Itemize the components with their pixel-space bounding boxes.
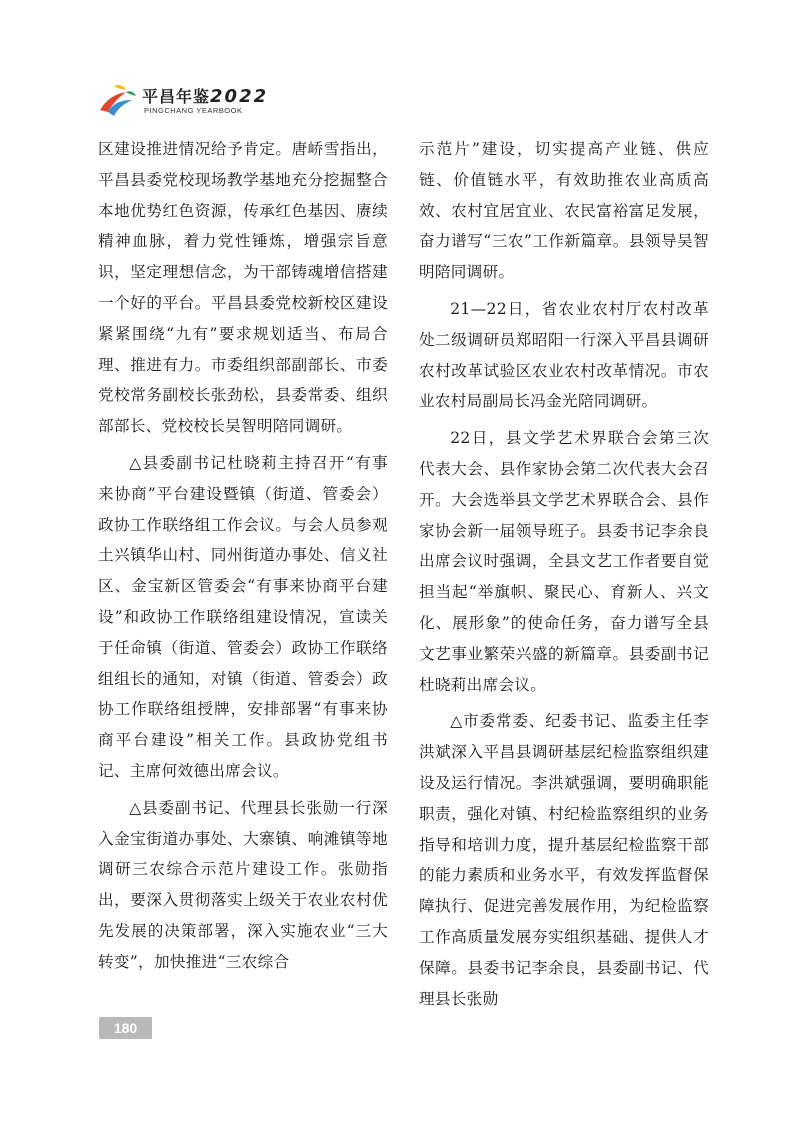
yearbook-title-year: 2022 (210, 86, 269, 107)
right-text-column (419, 134, 709, 1014)
yearbook-logo-icon (96, 80, 140, 120)
left-text-column (98, 134, 388, 978)
yearbook-title-prefix: 平昌年鉴 (142, 87, 211, 106)
yearbook-title (142, 84, 268, 107)
yearbook-header (96, 80, 396, 120)
paragraph: 21—22日，省农业农村厅农村改革处二级调研员郑昭阳一行深入平昌县调研农村改革试验区农业农村改革情况。市农业农村局副局长冯金光陪同调研。 (419, 299, 709, 411)
paragraph: △县委副书记杜晓莉主持召开“有事来协商”平台建设暨镇（街道、管委会）政协工作联络组工作会议。与会人员参观土兴镇华山村、同州街道办事处、信义社区、金宝新区管委会“有事来协商平台建设”和政协工作联络组建设情况，宣读关于任命镇（街道、管委会）政协工作联络组组长的通知，对镇（街道、管委会）政协工作联络组授牌，安排部署“有事来协商平台建设”相关工作。县政协党组书记、主席何效德出席会议。 (98, 453, 388, 780)
yearbook-subtitle: PINGCHANG YEARBOOK (144, 106, 243, 115)
paragraph: 22日，县文学艺术界联合会第三次代表大会、县作家协会第二次代表大会召开。大会选举县文学艺术界联合会、县作家协会新一届领导班子。县委书记李余良出席会议时强调，全县文艺工作者要自觉担当起“举旗帜、聚民心、育新人、兴文化、展形象”的使命任务，奋力谱写全县文艺事业繁荣兴盛的新篇章。县委副书记杜晓莉出席会议。 (419, 429, 709, 694)
paragraph: △市委常委、纪委书记、监委主任李洪斌深入平昌县调研基层纪检监察组织建设及运行情况。李洪斌强调，要明确职能职责，强化对镇、村纪检监察组织的业务指导和培训力度，提升基层纪检监察干部的能力素质和业务水平，有效发挥监督保障执行、促进完善发展作用，为纪检监察工作高质量发展夯实组织基础、提供人才保障。县委书记李余良，县委副书记、代理县长张勋 (419, 712, 709, 1008)
paragraph: △县委副书记、代理县长张勋一行深入金宝街道办事处、大寨镇、响滩镇等地调研三农综合示范片建设工作。张勋指出，要深入贯彻落实上级关于农业农村优先发展的决策部署，深入实施农业“三大转变”，加快推进“三农综合 (98, 798, 388, 971)
page-number: 180 (113, 1020, 138, 1036)
paragraph: 示范片”建设，切实提高产业链、供应链、价值链水平，有效助推农业高质高效、农村宜居宜业、农民富裕富足发展，奋力谱写“三农”工作新篇章。县领导吴智明陪同调研。 (419, 140, 709, 282)
paragraph: 区建设推进情况给予肯定。唐峤雪指出，平昌县委党校现场教学基地充分挖掘整合本地优势红色资源，传承红色基因、赓续精神血脉，着力党性锤炼，增强宗旨意识，坚定理想信念，为干部铸魂增信搭建一个好的平台。平昌县委党校新校区建设紧紧围绕“九有”要求规划适当、布局合理、推进有力。市委组织部副部长、市委党校常务副校长张劲松，县委常委、组织部部长、党校校长吴智明陪同调研。 (98, 140, 388, 436)
